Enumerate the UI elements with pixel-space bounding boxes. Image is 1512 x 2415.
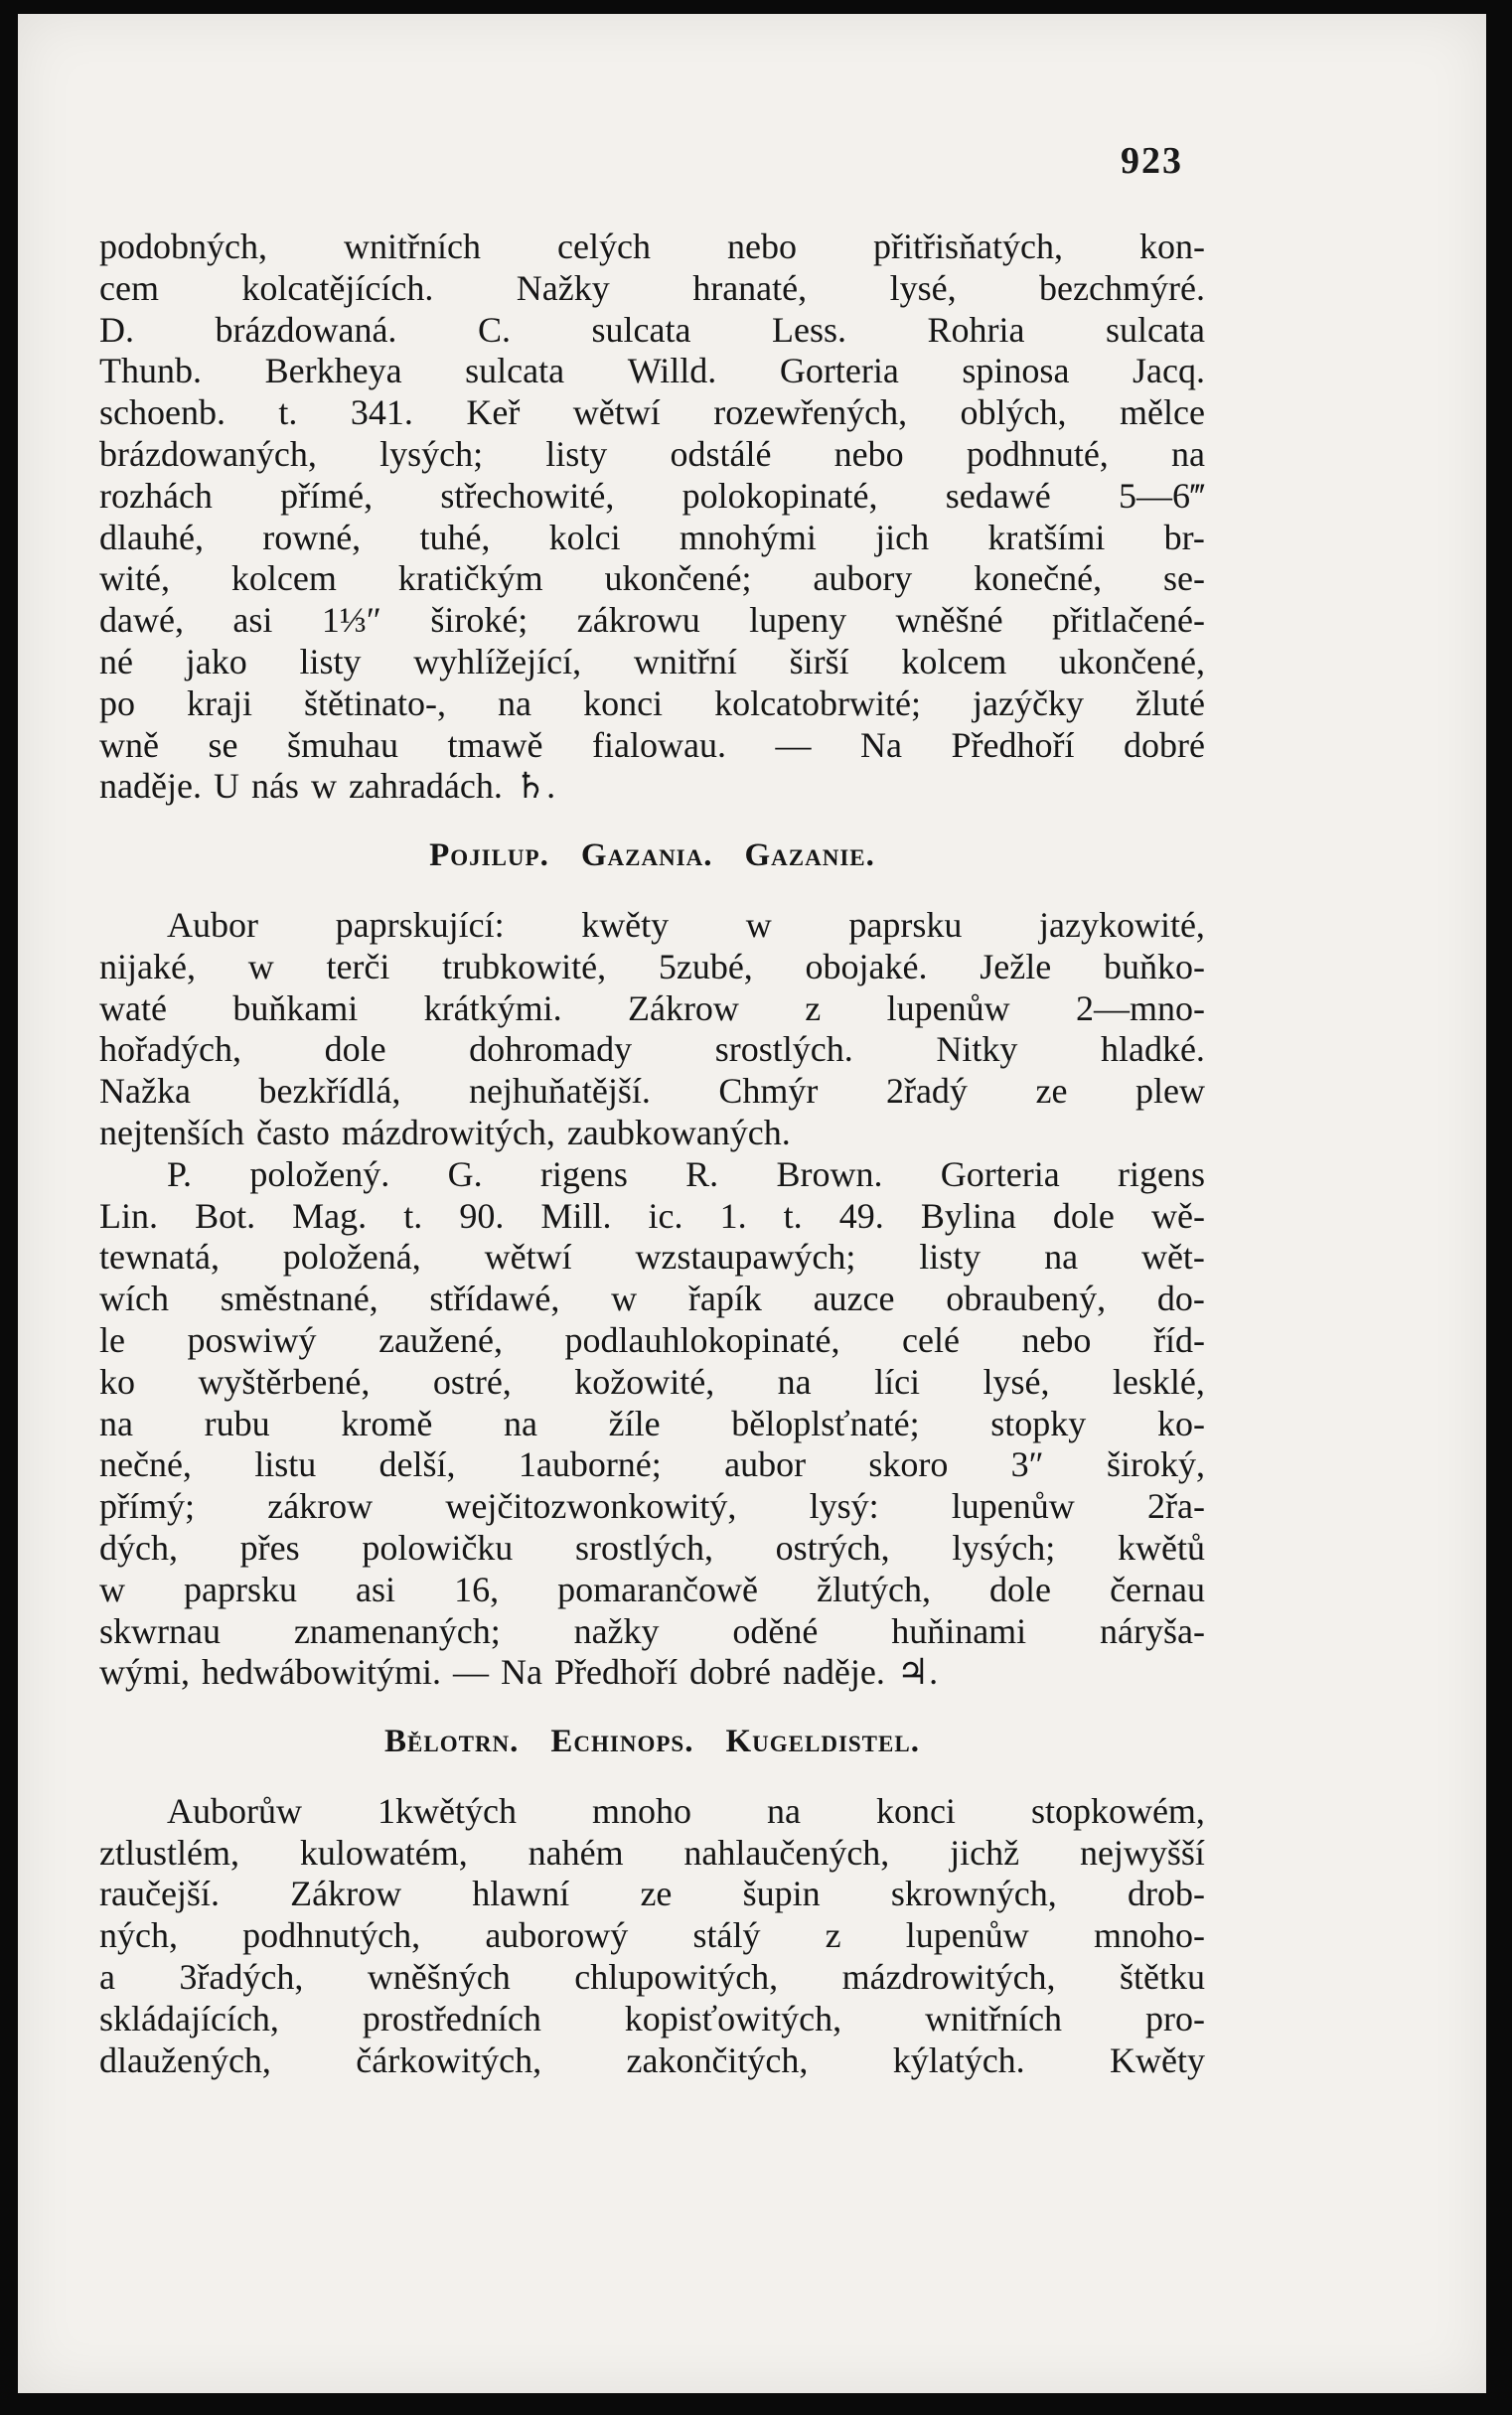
text-line: dawé, asi 1⅓″ široké; zákrowu lupeny wněšné přitlačené- — [99, 600, 1205, 641]
text-line: le poswiwý zaužené, podlauhlokopinaté, celé nebo říd- — [99, 1319, 1205, 1360]
text-line: podobných, wnitřních celých nebo přitřisňatých, kon- — [99, 226, 1205, 266]
text-line: na rubu kromě na žíle běloplsťnaté; stopky ko- — [99, 1403, 1205, 1443]
text-line: brázdowaných, lysých; listy odstálé nebo podhnuté, na — [99, 433, 1205, 474]
text-line: rozhách přímé, střechowité, polokopinaté, sedawé 5—6‴ — [99, 475, 1205, 516]
text-line: wými, hedwábowitými. — Na Předhoří dobré naděje. ♃. — [99, 1652, 939, 1693]
body-text — [99, 226, 1205, 2081]
paragraph-gazania-rigens — [99, 1154, 1205, 1694]
text-line: raučejší. Zákrow hlawní ze šupin skrowných, drob- — [99, 1874, 1205, 1914]
text-line: přímý; zákrow wejčitozwonkowitý, lysý: lupenůw 2řa- — [99, 1486, 1205, 1527]
text-line: ko wyštěrbené, ostré, kožowité, na líci lysé, lesklé, — [99, 1361, 1205, 1402]
text-line: Aubor paprskující: kwěty w paprsku jazykowité, — [167, 904, 1205, 945]
text-line: naděje. U nás w zahradách. ♄. — [99, 766, 556, 807]
text-line: hořadých, dole dohromady srostlých. Nitky hladké. — [99, 1029, 1205, 1070]
heading-german: Gazanie. — [744, 837, 875, 874]
text-line: P. položený. G. rigens R. Brown. Gorteria rigens — [167, 1153, 1205, 1194]
text-line: po kraji štětinato-, na konci kolcatobrwité; jazýčky žluté — [99, 682, 1205, 723]
book-page — [18, 14, 1486, 2393]
text-line: nijaké, w terči trubkowité, 5zubé, obojaké. Ježle buňko- — [99, 946, 1205, 986]
genus-heading-echinops — [99, 1722, 1205, 1763]
heading-czech: Bělotrn. — [384, 1724, 520, 1760]
text-line: dlaužených, čárkowitých, zakončitých, kýlatých. Kwěty — [99, 2039, 1205, 2080]
paragraph-gazania-description — [99, 905, 1205, 1154]
text-line: dých, přes polowičku srostlých, ostrých, lysých; kwětů — [99, 1527, 1205, 1568]
text-line: skládajících, prostředních kopisťowitých, wnitřních pro- — [99, 1998, 1205, 2038]
text-line: né jako listy wyhlížející, wnitřní širší kolcem ukončené, — [99, 641, 1205, 681]
text-line: nečné, listu delší, 1auborné; aubor skoro 3″ široký, — [99, 1444, 1205, 1485]
text-line: wité, kolcem kratičkým ukončené; aubory konečné, se- — [99, 558, 1205, 599]
text-line: Lin. Bot. Mag. t. 90. Mill. ic. 1. t. 49. Bylina dole wě- — [99, 1195, 1205, 1236]
heading-german: Kugeldistel. — [725, 1724, 920, 1760]
text-line: Auborůw 1kwětých mnoho na konci stopkowém, — [167, 1790, 1205, 1831]
spacer — [99, 1694, 1205, 1722]
text-line: nejtenších často mázdrowitých, zaubkowaných. — [99, 1112, 791, 1152]
text-line: Nažka bezkřídlá, nejhuňatější. Chmýr 2řadý ze plew — [99, 1071, 1205, 1112]
text-line: w paprsku asi 16, pomarančowě žlutých, dole černau — [99, 1569, 1205, 1609]
paragraph-gorteria-spinosa — [99, 226, 1205, 808]
text-line: waté buňkami krátkými. Zákrow z lupenůw 2—mno- — [99, 987, 1205, 1028]
text-line: dlauhé, rowné, tuhé, kolci mnohými jich kratšími br- — [99, 517, 1205, 557]
spacer — [99, 877, 1205, 905]
text-line: a 3řadých, wněšných chlupowitých, mázdrowitých, štětku — [99, 1957, 1205, 1998]
text-line: schoenb. t. 341. Keř wětwí rozewřených, oblých, mělce — [99, 392, 1205, 433]
text-line: cem kolcatějících. Nažky hranaté, lysé, bezchmýré. — [99, 267, 1205, 308]
heading-czech: Pojilup. — [429, 837, 549, 874]
text-line: skwrnau znamenaných; nažky oděné huňinami náryša- — [99, 1610, 1205, 1651]
heading-latin: Gazania. — [580, 837, 713, 874]
genus-heading-gazania — [99, 835, 1205, 877]
paragraph-echinops-description — [99, 1791, 1205, 2082]
page-number: 923 — [1121, 140, 1183, 182]
text-line: Thunb. Berkheya sulcata Willd. Gorteria spinosa Jacq. — [99, 351, 1205, 391]
spacer — [99, 808, 1205, 835]
heading-latin: Echinops. — [550, 1724, 694, 1760]
text-line: wích směstnané, střídawé, w řapík auzce obraubený, do- — [99, 1279, 1205, 1319]
text-line: ných, podhnutých, auborowý stálý z lupenůw mnoho- — [99, 1915, 1205, 1956]
text-line: tewnatá, položená, wětwí wzstaupawých; listy na wět- — [99, 1237, 1205, 1278]
text-line: ztlustlém, kulowatém, nahém nahlaučených, jichž nejwyšší — [99, 1832, 1205, 1873]
text-line: wně se šmuhau tmawě fialowau. — Na Předhoří dobré — [99, 724, 1205, 765]
spacer — [99, 1763, 1205, 1791]
text-line: D. brázdowaná. C. sulcata Less. Rohria sulcata — [99, 309, 1205, 350]
